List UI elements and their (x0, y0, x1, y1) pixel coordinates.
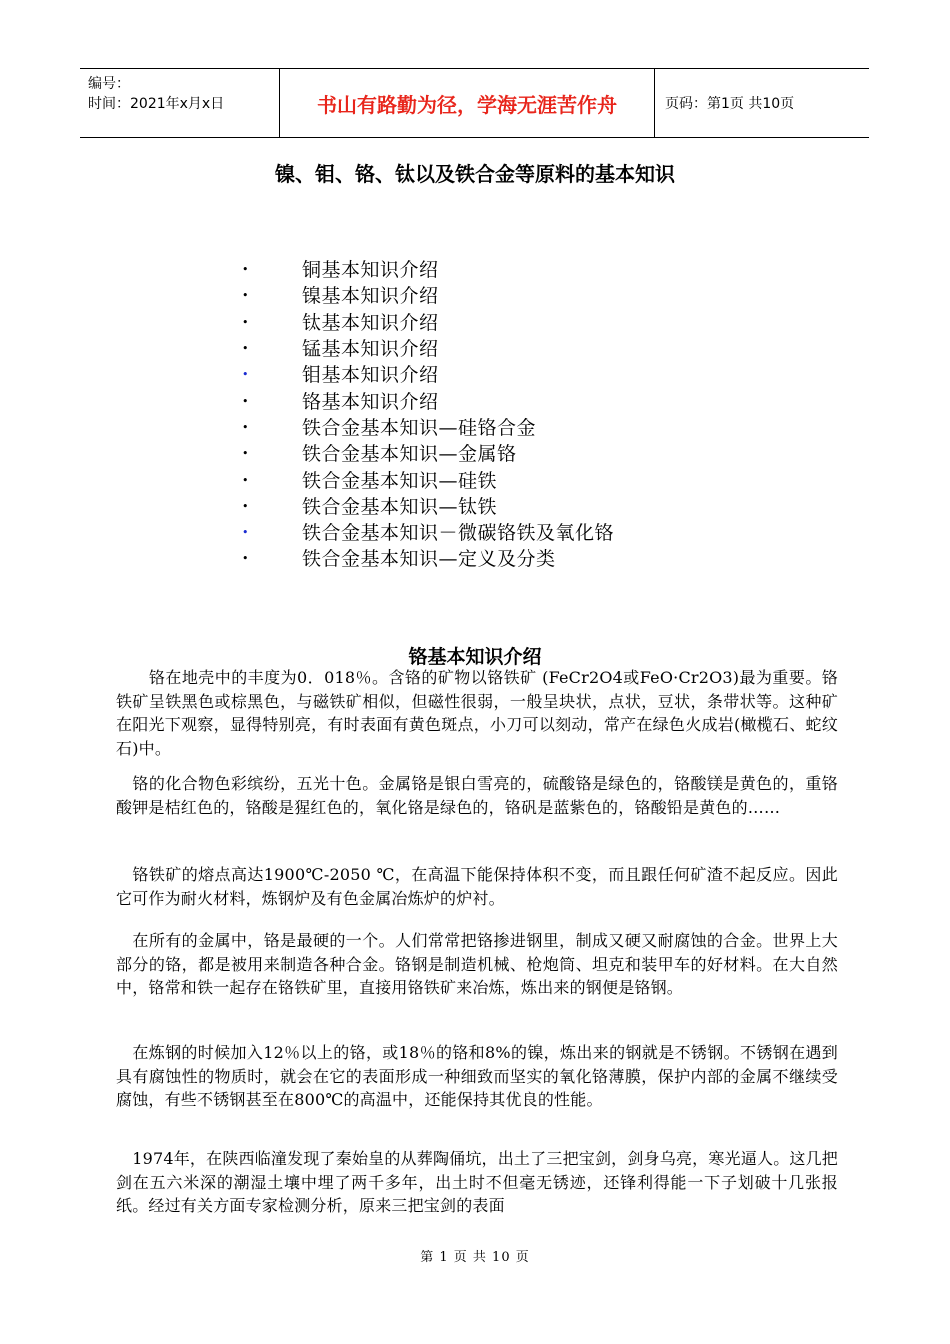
doc-time-label: 时间：2021年x月x日 (88, 96, 225, 112)
toc-item-label[interactable]: 钼基本知识介绍 (302, 364, 439, 387)
page-header (80, 68, 869, 138)
paragraph: 铬在地壳中的丰度为0．018％。含铬的矿物以铬铁矿 (FeCr2O4或FeO·Cr2O3)最为重要。铬铁矿呈铁黑色或棕黑色，与磁铁矿相似，但磁性很弱，一般呈块状，点状，豆状，条带状等。这种矿在阳光下观察，显得特别亮，有时表面有黄色斑点，小刀可以刻动，常产在绿色火成岩(橄榄石、蛇纹石)中。 (116, 668, 838, 758)
paragraph: 在炼钢的时候加入12％以上的铬，或18％的铬和8%的镍，炼出来的钢就是不锈钢。不锈钢在遇到具有腐蚀性的物质时，就会在它的表面形成一种细致而坚实的氧化铬薄膜，保护内部的金属不继续受腐蚀，有些不锈钢甚至在800℃的高温中，还能保持其优良的性能。 (116, 1043, 838, 1109)
document-title: 镍、钼、铬、钛以及铁合金等原料的基本知识 (275, 162, 675, 186)
toc-item-label[interactable]: 铁合金基本知识—硅铁 (302, 469, 498, 492)
toc-item-label[interactable]: 铁合金基本知识－微碳铬铁及氧化铬 (302, 522, 615, 545)
toc-item-label[interactable]: 锰基本知识介绍 (302, 338, 439, 361)
toc-item[interactable] (240, 494, 614, 520)
bullet-icon: • (242, 499, 249, 513)
header-motto: 书山有路勤为径，学海无涯苦作舟 (280, 69, 655, 137)
page-footer: 第 1 页 共 10 页 (420, 1250, 530, 1265)
toc-item-label[interactable]: 铁合金基本知识—金属铬 (302, 443, 517, 466)
bullet-icon: • (242, 447, 249, 461)
toc-item[interactable] (240, 362, 614, 388)
paragraph: 在所有的金属中，铬是最硬的一个。人们常常把铬掺进钢里，制成又硬又耐腐蚀的合金。世界上大部分的铬，都是被用来制造各种合金。铬钢是制造机械、枪炮筒、坦克和装甲车的好材料。在大自然中，铬常和铁一起存在铬铁矿里，直接用铬铁矿来冶炼，炼出来的钢便是铬钢。 (116, 931, 838, 997)
toc-item[interactable] (240, 283, 614, 309)
bullet-icon: • (242, 394, 249, 408)
toc-item-label[interactable]: 铜基本知识介绍 (302, 259, 439, 282)
paragraph: 1974年，在陕西临潼发现了秦始皇的从葬陶俑坑，出土了三把宝剑，剑身乌亮，寒光逼人。这几把剑在五六米深的潮湿土壤中埋了两千多年，出土时不但毫无锈迹，还锋利得能一下子划破十几张报纸。经过有关方面专家检测分析，原来三把宝剑的表面 (116, 1149, 838, 1215)
toc-item-label[interactable]: 钛基本知识介绍 (302, 311, 439, 334)
doc-number-label: 编号： (88, 76, 130, 92)
toc-item-label[interactable]: 铬基本知识介绍 (302, 390, 439, 413)
paragraph: 铬铁矿的熔点高达1900℃-2050 ℃，在高温下能保持体积不变，而且跟任何矿渣不起反应。因此它可作为耐火材料，炼钢炉及有色金属冶炼炉的炉衬。 (116, 865, 838, 908)
toc-item-label[interactable]: 铁合金基本知识—定义及分类 (302, 548, 556, 571)
bullet-icon: • (242, 552, 249, 566)
table-of-contents (240, 257, 614, 573)
bullet-icon: • (242, 368, 249, 382)
header-meta-cell (80, 69, 280, 137)
header-page-info: 页码：第1页 共10页 (665, 96, 795, 112)
toc-item[interactable] (240, 388, 614, 414)
toc-item[interactable] (240, 520, 614, 546)
section-title: 铬基本知识介绍 (408, 646, 542, 668)
toc-item-label[interactable]: 镍基本知识介绍 (302, 285, 439, 308)
toc-item[interactable] (240, 257, 614, 283)
toc-item[interactable] (240, 310, 614, 336)
bullet-icon: • (242, 263, 249, 277)
toc-item-label[interactable]: 铁合金基本知识—硅铬合金 (302, 416, 537, 439)
bullet-icon: • (242, 289, 249, 303)
toc-item[interactable] (240, 336, 614, 362)
toc-item[interactable] (240, 467, 614, 493)
toc-item[interactable] (240, 441, 614, 467)
bullet-icon: • (242, 420, 249, 434)
toc-item[interactable] (240, 415, 614, 441)
bullet-icon: • (242, 315, 249, 329)
paragraph: 铬的化合物色彩缤纷，五光十色。金属铬是银白雪亮的，硫酸铬是绿色的，铬酸镁是黄色的，重铬酸钾是桔红色的，铬酸是猩红色的，氧化铬是绿色的，铬矾是蓝紫色的，铬酸铅是黄色的…… (116, 774, 838, 817)
toc-item-label[interactable]: 铁合金基本知识—钛铁 (302, 495, 498, 518)
bullet-icon: • (242, 526, 249, 540)
toc-item[interactable] (240, 546, 614, 572)
bullet-icon: • (242, 473, 249, 487)
bullet-icon: • (242, 342, 249, 356)
